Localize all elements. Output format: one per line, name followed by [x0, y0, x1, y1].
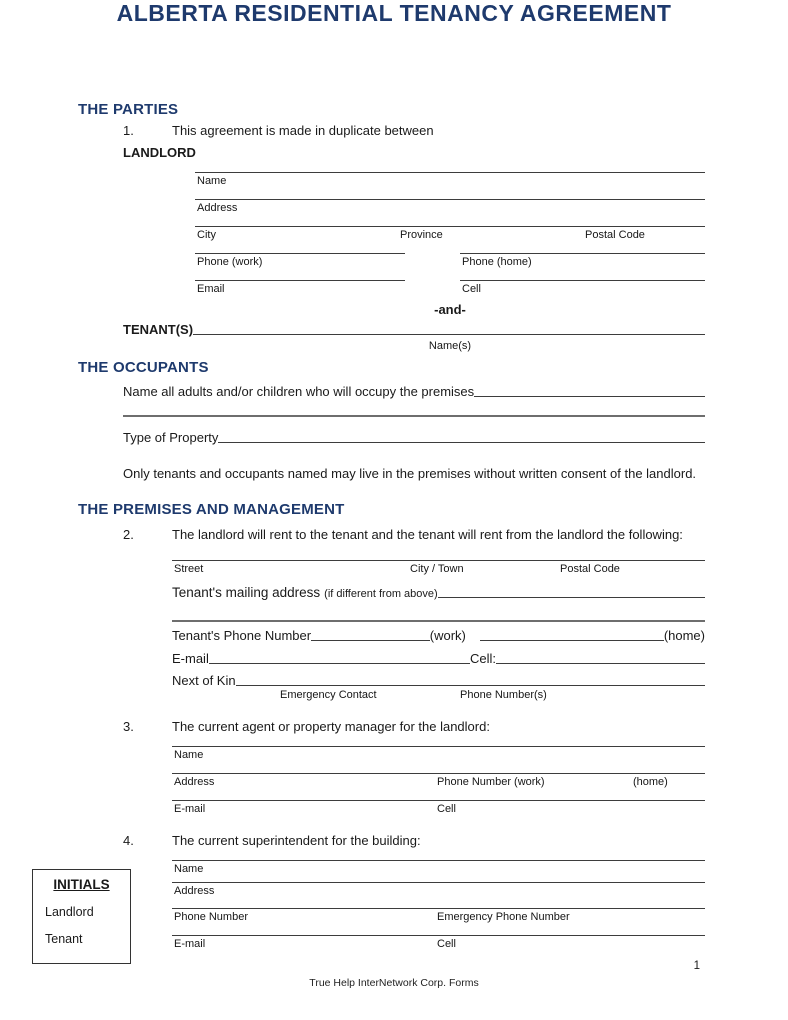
super-name-input-line[interactable] — [172, 860, 705, 861]
initials-box — [32, 869, 131, 964]
tenant-phone-work-input-line[interactable] — [311, 640, 430, 641]
section-heading-occupants: THE OCCUPANTS — [78, 359, 209, 376]
super-email-label: E-mail — [174, 938, 206, 950]
type-of-property-input-line[interactable] — [218, 442, 705, 443]
landlord-address-label: Address — [197, 202, 238, 214]
super-cell-label: Cell — [437, 938, 456, 950]
landlord-province-label: Province — [400, 229, 443, 241]
super-phone-input-line[interactable] — [172, 908, 705, 909]
landlord-heading: LANDLORD — [123, 145, 196, 160]
mailing-address-continuation-line[interactable] — [172, 620, 705, 622]
occupants-prompt: Name all adults and/or children who will occupy the premises — [123, 384, 475, 399]
landlord-phone-home-input-line[interactable] — [460, 253, 705, 254]
emergency-contact-label: Emergency Contact — [280, 689, 377, 701]
super-emergency-phone-label: Emergency Phone Number — [437, 911, 570, 923]
occupants-continuation-line[interactable] — [123, 415, 705, 417]
mailing-address-input-line[interactable] — [438, 597, 705, 598]
tenant-names-input-line[interactable] — [193, 334, 705, 335]
landlord-cell-input-line[interactable] — [460, 280, 705, 281]
agent-name-label: Name — [174, 749, 204, 761]
premises-postal-label: Postal Code — [560, 563, 620, 575]
tenant-cell-input-line[interactable] — [496, 663, 705, 664]
and-separator: -and- — [434, 302, 466, 317]
mailing-address-label: Tenant's mailing address — [172, 585, 321, 600]
initials-heading: INITIALS — [53, 877, 110, 892]
super-name-label: Name — [174, 863, 204, 875]
landlord-email-label: Email — [197, 283, 225, 295]
item-1-number: 1. — [123, 123, 134, 138]
item-2-text: The landlord will rent to the tenant and the tenant will rent from the landlord the following: — [172, 527, 683, 542]
section-heading-parties: THE PARTIES — [78, 101, 179, 118]
next-of-kin-input-line[interactable] — [236, 685, 705, 686]
super-address-input-line[interactable] — [172, 882, 705, 883]
street-label: Street — [174, 563, 204, 575]
tenant-phone-label: Tenant's Phone Number — [172, 628, 312, 643]
item-2-number: 2. — [123, 527, 134, 542]
landlord-phone-work-input-line[interactable] — [195, 253, 405, 254]
next-of-kin-label: Next of Kin — [172, 673, 236, 688]
agent-email-label: E-mail — [174, 803, 206, 815]
landlord-city-province-postal-input-line[interactable] — [195, 226, 705, 227]
agent-cell-label: Cell — [437, 803, 456, 815]
tenant-email-input-line[interactable] — [209, 663, 470, 664]
tenant-cell-label: Cell: — [470, 651, 497, 666]
occupants-note: Only tenants and occupants named may live in the premises without written consent of the landlord. — [123, 466, 697, 481]
item-3-text: The current agent or property manager for the landlord: — [172, 719, 490, 734]
agent-address-label: Address — [174, 776, 215, 788]
footer-text: True Help InterNetwork Corp. Forms — [309, 977, 479, 989]
initials-landlord-label[interactable]: Landlord — [45, 905, 94, 919]
item-4-text: The current superintendent for the building: — [172, 833, 421, 848]
tenant-email-label: E-mail — [172, 651, 209, 666]
super-email-cell-input-line[interactable] — [172, 935, 705, 936]
occupants-input-line[interactable] — [474, 396, 705, 397]
home-suffix: (home) — [663, 628, 705, 643]
landlord-phone-work-label: Phone (work) — [197, 256, 263, 268]
type-of-property-label: Type of Property — [123, 430, 219, 445]
tenant-heading: TENANT(S) — [123, 322, 194, 337]
premises-street-input-line[interactable] — [172, 560, 705, 561]
agent-phone-home-label: (home) — [633, 776, 668, 788]
landlord-name-input-line[interactable] — [195, 172, 705, 173]
item-1-text: This agreement is made in duplicate between — [172, 123, 434, 138]
super-phone-label: Phone Number — [174, 911, 248, 923]
super-address-label: Address — [174, 885, 215, 897]
agent-address-phone-input-line[interactable] — [172, 773, 705, 774]
landlord-city-label: City — [197, 229, 216, 241]
work-suffix: (work) — [429, 628, 466, 643]
city-town-label: City / Town — [410, 563, 464, 575]
page-number: 1 — [693, 960, 700, 972]
landlord-cell-label: Cell — [462, 283, 481, 295]
initials-tenant-label[interactable]: Tenant — [45, 932, 83, 946]
agent-email-cell-input-line[interactable] — [172, 800, 705, 801]
landlord-email-input-line[interactable] — [195, 280, 405, 281]
item-4-number: 4. — [123, 833, 134, 848]
phone-numbers-label: Phone Number(s) — [460, 689, 547, 701]
tenant-phone-home-input-line[interactable] — [480, 640, 664, 641]
page-title: ALBERTA RESIDENTIAL TENANCY AGREEMENT — [116, 0, 672, 26]
section-heading-premises: THE PREMISES AND MANAGEMENT — [78, 501, 345, 518]
landlord-address-input-line[interactable] — [195, 199, 705, 200]
landlord-phone-home-label: Phone (home) — [462, 256, 532, 268]
item-3-number: 3. — [123, 719, 134, 734]
landlord-name-label: Name — [197, 175, 227, 187]
mailing-address-note: (if different from above) — [324, 588, 438, 600]
agent-name-input-line[interactable] — [172, 746, 705, 747]
agent-phone-work-label: Phone Number (work) — [437, 776, 545, 788]
tenant-names-label: Name(s) — [428, 340, 472, 352]
landlord-postal-label: Postal Code — [585, 229, 645, 241]
